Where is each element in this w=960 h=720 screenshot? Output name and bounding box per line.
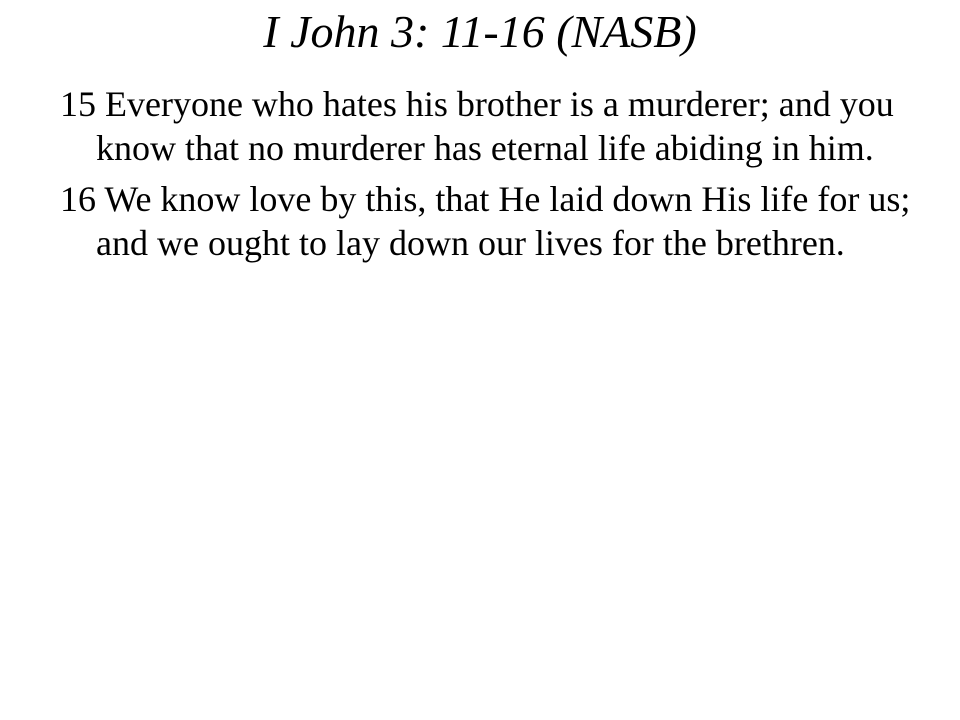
verse-list — [60, 82, 940, 272]
slide-title: I John 3: 11-16 (NASB) — [263, 6, 697, 57]
verse-15: 15 Everyone who hates his brother is a murderer; and you know that no murderer has eternal life abiding in him. — [60, 84, 894, 168]
verse-16: 16 We know love by this, that He laid down His life for us; and we ought to lay down our lives for the brethren. — [60, 179, 911, 263]
